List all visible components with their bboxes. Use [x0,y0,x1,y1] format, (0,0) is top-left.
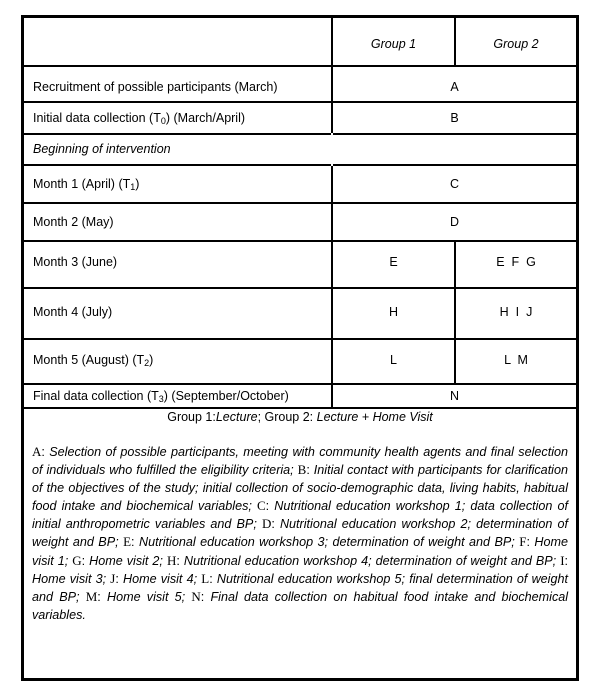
legend-text [32,443,568,624]
group-caption: Group 1:Lecture; Group 2: Lecture + Home Visit [167,410,433,424]
header-group-1: Group 1 [370,37,417,51]
row-value-month-5-group-2: L M [504,353,528,367]
row-divider [24,240,576,242]
legend-description: Initial contact with participants for clarification of the objectives of the study; initial collection of socio-demographic data, living habits, habitual food intake and biochemical variables; [32,463,568,514]
legend-separator: : [271,517,280,532]
legend-entry [86,590,185,604]
row-value-month-4-group-1: H [388,305,399,319]
legend-code: I [560,552,565,568]
legend-description: Final data collection on habitual food intake and biochemical variables. [32,589,569,622]
row-value-recruitment: A [450,80,459,94]
row-value-month-4-group-2: H I J [499,305,533,319]
legend-code: A [32,444,42,459]
row-divider [24,338,576,340]
legend-description: Nutritional education workshop 4; determination of weight and BP; [183,553,557,568]
row-label-month-4: Month 4 (July) [33,305,113,319]
row-divider [24,164,576,166]
row-label-recruitment: Recruitment of possible participants (March) [33,80,278,94]
legend-description: Nutritional education workshop 2; determination of weight and BP; [32,517,569,550]
study-design-table [21,15,579,681]
legend-description: Nutritional education workshop 3; determination of weight and BP; [138,535,515,550]
legend-description: Selection of possible participants, meeting with community health agents and final selection of individuals who fulfilled the eligibility criteria; [32,445,568,478]
legend-description: Home visit 1; [32,535,569,568]
legend-entry [72,554,163,568]
legend-code: C [256,498,266,514]
legend-code: F [519,534,527,550]
spanning-row-gap [331,133,333,166]
legend-separator: : [564,553,569,568]
legend-code: H [166,552,177,568]
legend-code: G [72,552,82,568]
legend-separator: : [115,571,123,586]
legend-separator: : [81,553,90,568]
row-value-month-3-group-1: E [389,255,398,269]
legend-code: D [261,516,272,532]
row-divider [24,287,576,289]
row-label-month-5: Month 5 (August) $(T_2)$ [33,353,154,368]
row-divider [24,383,576,385]
legend-code: M [85,588,98,604]
legend-description: Nutritional education workshop 1; data collection of initial anthropometric variables and BP; [32,499,569,532]
row-value-initial-data: B [450,111,459,125]
legend-code: L [201,570,210,586]
legend-separator: : [200,589,211,604]
row-label-initial-data: Initial data collection $(T_0)$ (March/April) [33,111,246,126]
legend-code: J [110,570,116,586]
legend-separator: : [526,535,535,550]
legend-code: N [191,588,201,604]
legend-description: Home visit 5; [106,589,186,604]
legend-separator: : [306,463,314,478]
row-divider [24,202,576,204]
legend-separator: : [41,445,50,459]
legend-entry [167,554,556,568]
legend-code: B [297,462,307,478]
legend-entry [110,572,197,586]
legend-code: E [123,534,132,550]
row-label-month-3: Month 3 (June) [33,255,118,269]
header-group-2: Group 2 [493,37,539,51]
legend-description: Home visit 2; [89,553,163,568]
legend-separator: : [97,589,107,604]
legend-description: Home visit 4; [122,571,198,586]
legend-description: Home visit 3; [32,571,107,586]
row-label-beginning-intervention: Beginning of intervention [33,142,171,156]
legend-separator: : [176,553,184,568]
row-label-final-data: Final data collection $(T_3)$ (September/October) [33,389,289,404]
row-value-final-data: N [449,389,460,403]
row-value-month-2: D [449,215,460,229]
row-divider [24,101,576,103]
row-divider [24,65,576,67]
row-label-month-1: Month 1 (April) $(T_1)$ [33,177,140,192]
legend-separator: : [265,499,275,514]
legend-separator: : [131,535,139,550]
row-value-month-3-group-2: E F G [496,255,536,269]
legend-description: Nutritional education workshop 5; final determination of weight and BP; [32,571,568,604]
row-label-month-2: Month 2 (May) [33,215,114,229]
row-value-month-5-group-1: L [390,353,397,367]
legend-entry [123,535,515,549]
legend-separator: : [209,571,217,586]
row-value-month-1: C [449,177,460,191]
row-divider [24,133,576,135]
